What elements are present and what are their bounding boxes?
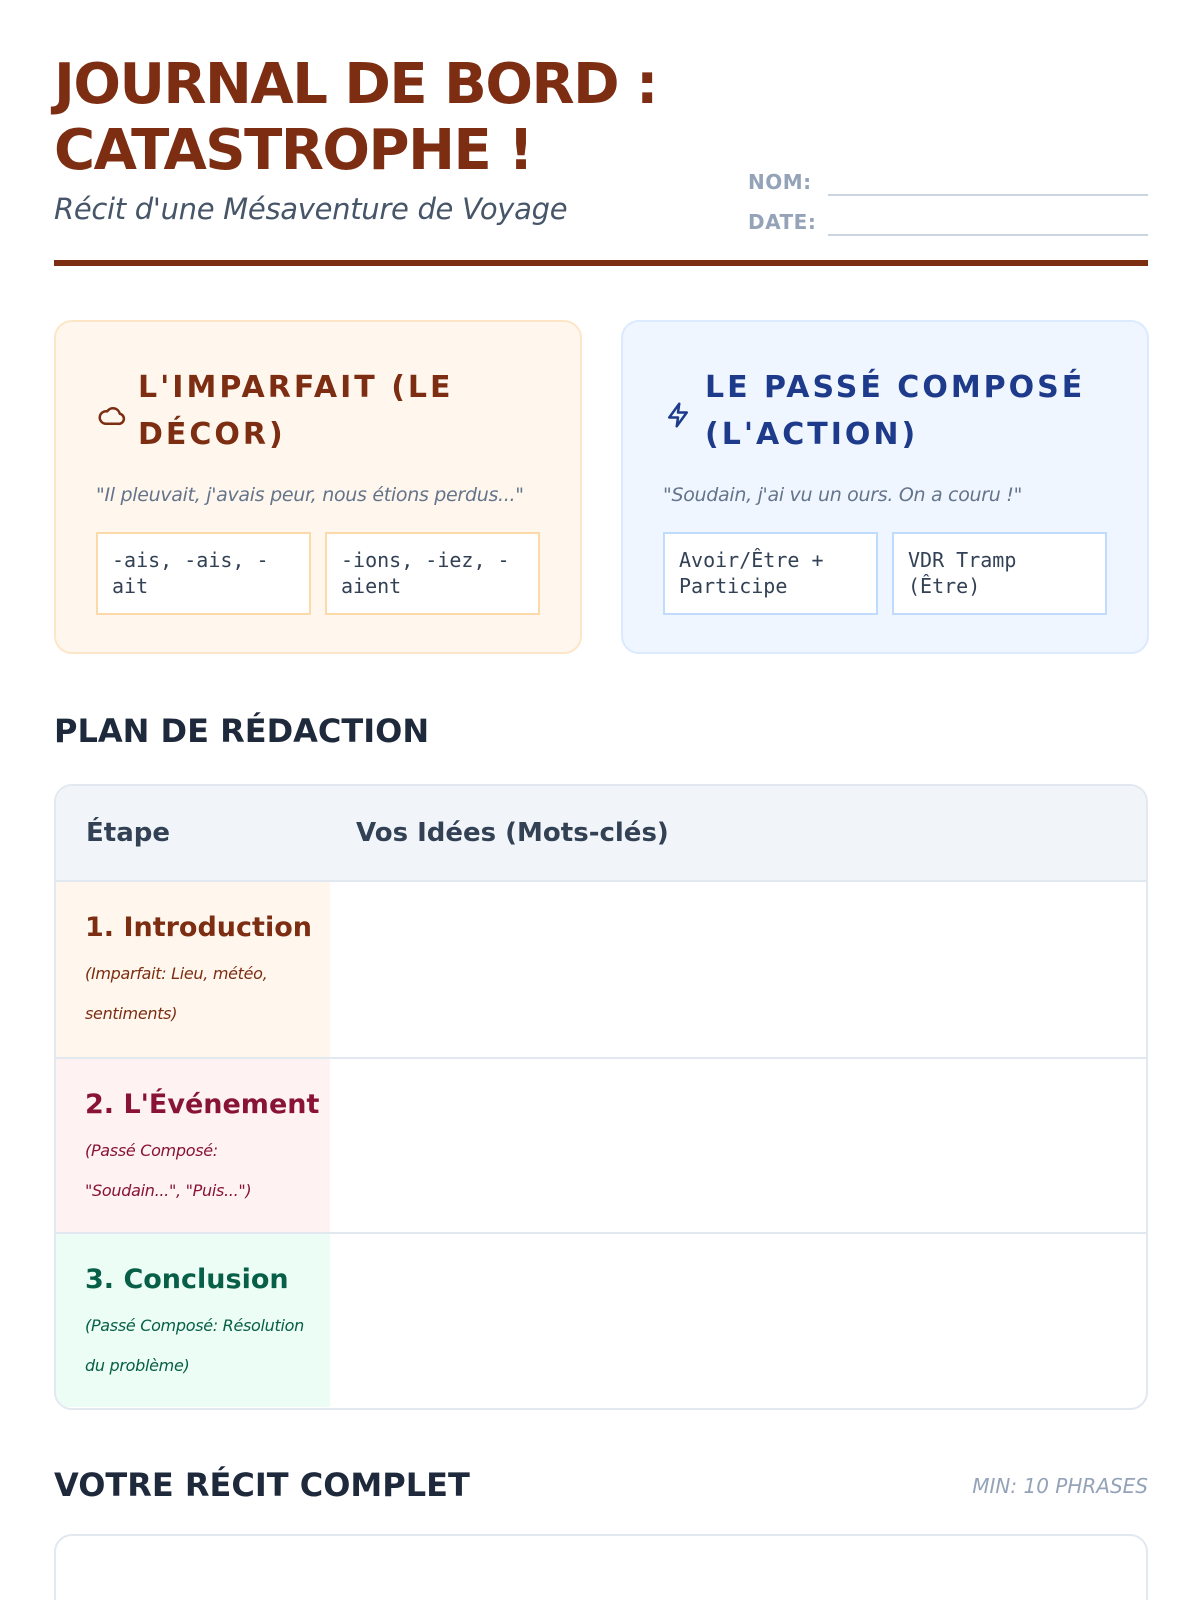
date-label: DATE: xyxy=(748,210,817,234)
passe-compose-quote: "Soudain, j'ai vu un ours. On a couru !" xyxy=(663,484,1023,506)
passe-compose-tag: VDR Tramp (Être) xyxy=(892,532,1107,615)
table-row xyxy=(56,1232,1146,1407)
stage-cell xyxy=(56,1234,330,1407)
stage-note: (Passé Composé: "Soudain...", "Puis...") xyxy=(85,1141,252,1200)
stage-name: 1. Introduction xyxy=(85,912,312,943)
imparfait-tag: -ions, -iez, -aient xyxy=(325,532,540,615)
passe-compose-tag: Avoir/Être + Participe xyxy=(663,532,878,615)
table-header xyxy=(56,786,1146,882)
header-divider xyxy=(54,260,1148,266)
date-line[interactable] xyxy=(828,234,1148,236)
header xyxy=(54,52,1148,268)
ideas-input-cell[interactable] xyxy=(330,1059,1146,1232)
stage-name: 2. L'Événement xyxy=(85,1089,320,1120)
ideas-input-cell[interactable] xyxy=(330,882,1146,1057)
passe-compose-title: LE PASSÉ COMPOSÉ (L'ACTION) xyxy=(705,370,1086,452)
story-heading: VOTRE RÉCIT COMPLET xyxy=(54,1466,470,1504)
ideas-input-cell[interactable] xyxy=(330,1234,1146,1407)
date-field[interactable] xyxy=(748,202,1148,238)
cloud-icon xyxy=(96,400,126,430)
imparfait-title: L'IMPARFAIT (LE DÉCOR) xyxy=(138,370,454,452)
stage-name: 3. Conclusion xyxy=(85,1264,289,1295)
imparfait-quote: "Il pleuvait, j'avais peur, nous étions perdus..." xyxy=(96,484,524,506)
story-writing-area[interactable] xyxy=(54,1534,1148,1600)
passe-compose-card xyxy=(621,320,1149,654)
name-field[interactable] xyxy=(748,162,1148,198)
page-subtitle: Récit d'une Mésaventure de Voyage xyxy=(54,192,568,226)
stage-note: (Passé Composé: Résolution du problème) xyxy=(85,1316,304,1375)
min-sentences-label: MIN: 10 PHRASES xyxy=(972,1474,1148,1498)
plan-heading: PLAN DE RÉDACTION xyxy=(54,712,430,750)
table-row xyxy=(56,882,1146,1057)
table-row xyxy=(56,1057,1146,1232)
name-label: NOM: xyxy=(748,170,812,194)
imparfait-card xyxy=(54,320,582,654)
page-title: JOURNAL DE BORD : CATASTROPHE ! xyxy=(54,52,657,183)
column-header-ideas: Vos Idées (Mots-clés) xyxy=(356,818,669,848)
column-header-stage: Étape xyxy=(86,818,170,848)
stage-cell xyxy=(56,882,330,1057)
stage-note: (Imparfait: Lieu, météo, sentiments) xyxy=(85,964,268,1023)
name-line[interactable] xyxy=(828,194,1148,196)
lightning-icon xyxy=(663,400,693,430)
imparfait-tag: -ais, -ais, -ait xyxy=(96,532,311,615)
plan-table xyxy=(54,784,1148,1410)
stage-cell xyxy=(56,1059,330,1232)
